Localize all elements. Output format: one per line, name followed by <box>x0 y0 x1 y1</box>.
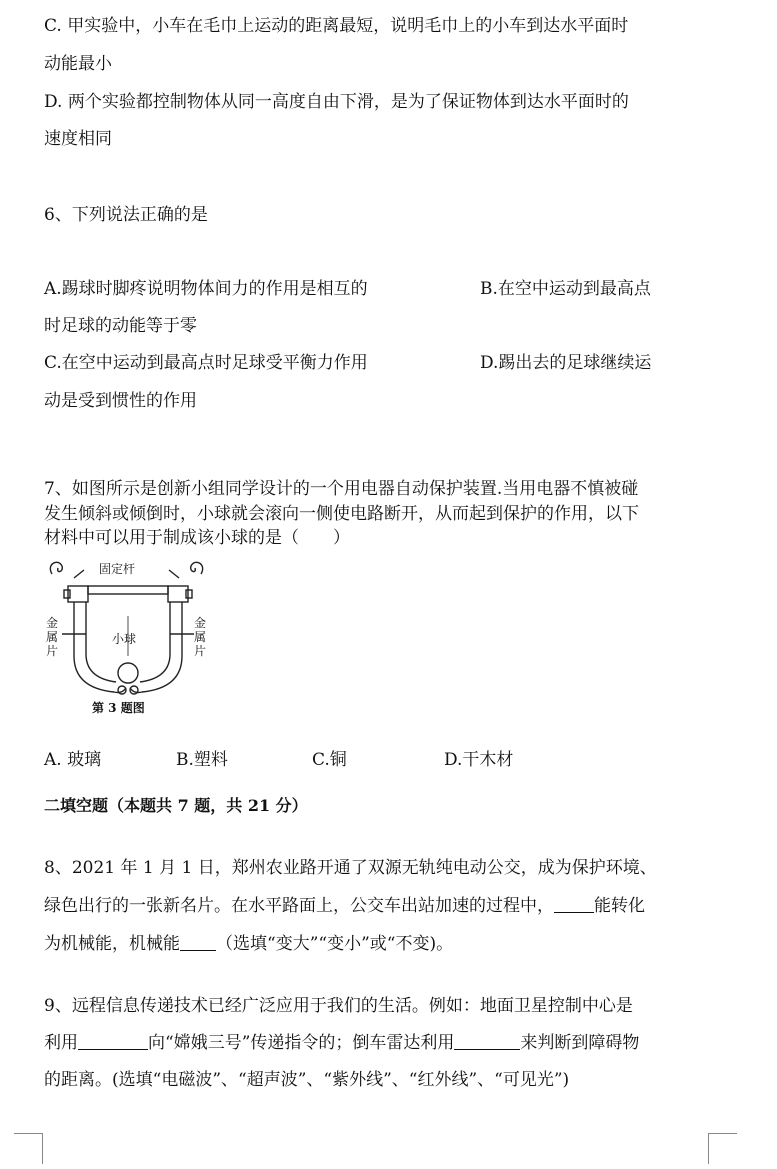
fixed-rod <box>88 586 168 594</box>
label-metal-left-1: 金 <box>46 616 59 630</box>
q9-blank-2[interactable] <box>454 1031 520 1050</box>
label-metal-plate-left <box>46 616 60 658</box>
q8-line2 <box>44 894 645 918</box>
q5-option-c-line2: 动能最小 <box>44 54 112 74</box>
q7-stem-line3: 材料中可以用于制成该小球的是（ ） <box>44 528 350 548</box>
section-heading: 二填空题（本题共 7 题，共 21 分） <box>44 796 308 815</box>
channel-left-outer <box>74 602 126 693</box>
q7-stem-line1: 7、如图所示是创新小组同学设计的一个用电器自动保护装置.当用电器不慎被碰 <box>44 479 639 499</box>
q6-option-a: A.踢球时脚疼说明物体间力的作用是相互的 <box>44 279 368 299</box>
q8-line1: 8、2021 年 1 月 1 日，郑州农业路开通了双源无轨纯电动公交，成为保护环境、 <box>44 858 657 878</box>
q8-line2-pre: 绿色出行的一张新名片。在水平路面上，公交车出站加速的过程中， <box>44 896 554 916</box>
figure-caption: 第 3 题图 <box>92 701 145 715</box>
q9-line2 <box>44 1031 639 1055</box>
q6-line4: 动是受到惯性的作用 <box>44 391 197 411</box>
q7-option-b: B.塑料 <box>176 750 228 770</box>
left-wire <box>50 562 62 574</box>
label-metal-left-3: 片 <box>46 644 59 658</box>
q6-option-d: D.踢出去的足球继续运 <box>480 353 652 373</box>
q9-blank-1[interactable] <box>78 1031 148 1050</box>
protection-device-figure <box>44 556 209 721</box>
q8-blank-1[interactable] <box>554 894 594 913</box>
q7-stem-line2: 发生倾斜或倾倒时，小球就会滚向一侧使电路断开，从而起到保护的作用，以下 <box>44 504 639 524</box>
q6-option-c: C.在空中运动到最高点时足球受平衡力作用 <box>44 353 368 373</box>
q5-option-d-line2: 速度相同 <box>44 129 112 149</box>
label-metal-plate-right <box>194 616 208 658</box>
q5-option-d-line1: D. 两个实验都控制物体从同一高度自由下滑，是为了保证物体到达水平面时的 <box>44 92 629 112</box>
label-metal-right-1: 金 <box>194 616 207 630</box>
q8-line3 <box>44 932 453 956</box>
channel-right-outer <box>130 602 182 693</box>
right-wire <box>191 562 203 574</box>
q5-option-c-line1: C. 甲实验中，小车在毛巾上运动的距离最短，说明毛巾上的小车到达水平面时 <box>44 16 629 36</box>
label-metal-right-2: 属 <box>194 630 207 644</box>
label-metal-left-2: 属 <box>46 630 59 644</box>
q9-line3: 的距离。(选填“电磁波”、“超声波”、“紫外线”、“红外线”、“可见光”) <box>44 1070 570 1090</box>
label-ball: 小球 <box>112 632 137 646</box>
q8-line2-post: 能转化 <box>594 896 645 916</box>
q8-blank-2[interactable] <box>180 932 216 951</box>
q6-line2: 时足球的动能等于零 <box>44 316 197 336</box>
q8-line3-pre: 为机械能，机械能 <box>44 934 180 954</box>
q9-line2-b: 向“嫦娥三号”传递指令的；倒车雷达利用 <box>148 1033 455 1053</box>
q7-option-a: A. 玻璃 <box>44 750 102 770</box>
q9-line2-c: 来判断到障碍物 <box>520 1033 640 1053</box>
q8-line3-post: （选填“变大”“变小”或“不变)。 <box>216 934 454 954</box>
label-metal-right-3: 片 <box>194 644 207 658</box>
page-corner-mark-right <box>708 1133 737 1164</box>
q7-option-c: C.铜 <box>312 750 347 770</box>
page-corner-mark-left <box>14 1133 43 1164</box>
q6-stem: 6、下列说法正确的是 <box>44 205 208 225</box>
q7-option-d: D.干木材 <box>444 750 514 770</box>
label-fixed-rod: 固定杆 <box>99 562 136 576</box>
q9-line1: 9、远程信息传递技术已经广泛应用于我们的生活。例如：地面卫星控制中心是 <box>44 996 633 1016</box>
ball <box>118 663 138 683</box>
q6-option-b: B.在空中运动到最高点 <box>480 279 651 299</box>
q9-line2-a: 利用 <box>44 1033 78 1053</box>
